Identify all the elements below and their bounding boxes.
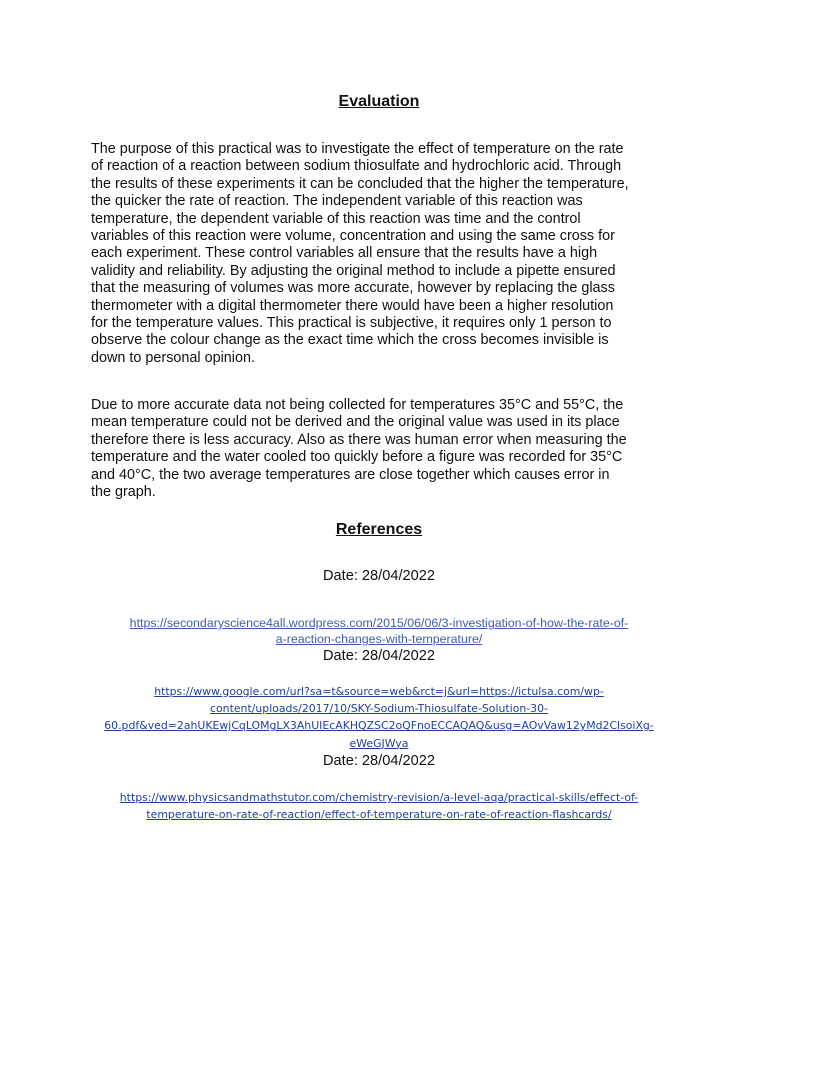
evaluation-heading: Evaluation xyxy=(338,93,420,110)
reference-link-2[interactable]: https://www.google.com/url?sa=t&source=web&rct=j&url=https://ictulsa.com/wp- content/uploads/2017/10/SKY-Sodium-Thiosulfate-Solution-30- 60.pdf&ved=2ahUKEwjCqLOMgLX3AhUIEcAKHQZSC2oQFnoECCAQAQ&usg=AOvVaw12yMd2ClsoiXg- eWeGJWya xyxy=(104,685,654,750)
reference-date-1: Date: 28/04/2022 xyxy=(323,648,435,664)
reference-date-initial xyxy=(90,567,668,585)
reference-date-2: Date: 28/04/2022 xyxy=(323,752,435,769)
reference-link-1[interactable]: https://secondaryscience4all.wordpress.com/2015/06/06/3-investigation-of-how-the-rate-of- a-reaction-changes-with-temperature/ xyxy=(129,616,629,646)
evaluation-paragraph-1: The purpose of this practical was to investigate the effect of temperature on the rate of reaction of a reaction between sodium thiosulfate and hydrochloric acid. Through the results of these experiments it can be concluded that the higher the temperature, the quicker the rate of reaction. The independent variable of this reaction was temperature, the dependent variable of this reaction was time and the control variables of this reaction were volume, concentration and using the same cross for each experiment. These control variables all ensure that the results have a high validity and reliability. By adjusting the original method to include a pipette ensured that the measuring of volumes was more accurate, however by replacing the glass thermometer with a digital thermometer there would have been a higher resolution for the temperature values. This practical is subjective, it requires only 1 person to observe the colour change as the exact time which the cross becomes invisible is down to personal opinion. xyxy=(91,141,629,366)
evaluation-paragraph-2: Due to more accurate data not being collected for temperatures 35°C and 55°C, the mean temperature could not be derived and the original value was used in its place therefore there is less accuracy. Also as there was human error when measuring the temperature and the water cooled too quickly before a figure was recorded for 35°C and 40°C, the two average temperatures are close together which causes error in the graph. xyxy=(91,397,627,501)
date-text: Date: 28/04/2022 xyxy=(323,568,435,584)
reference-item-1 xyxy=(90,615,668,665)
references-heading: References xyxy=(335,521,423,538)
reference-item-2 xyxy=(90,683,668,770)
reference-item-3 xyxy=(90,789,668,823)
reference-link-3[interactable]: https://www.physicsandmathstutor.com/chemistry-revision/a-level-aqa/practical-skills/effect-of- temperature-on-rate-of-reaction/effect-of-temperature-on-rate-of-reaction-flashcards/ xyxy=(119,791,639,822)
